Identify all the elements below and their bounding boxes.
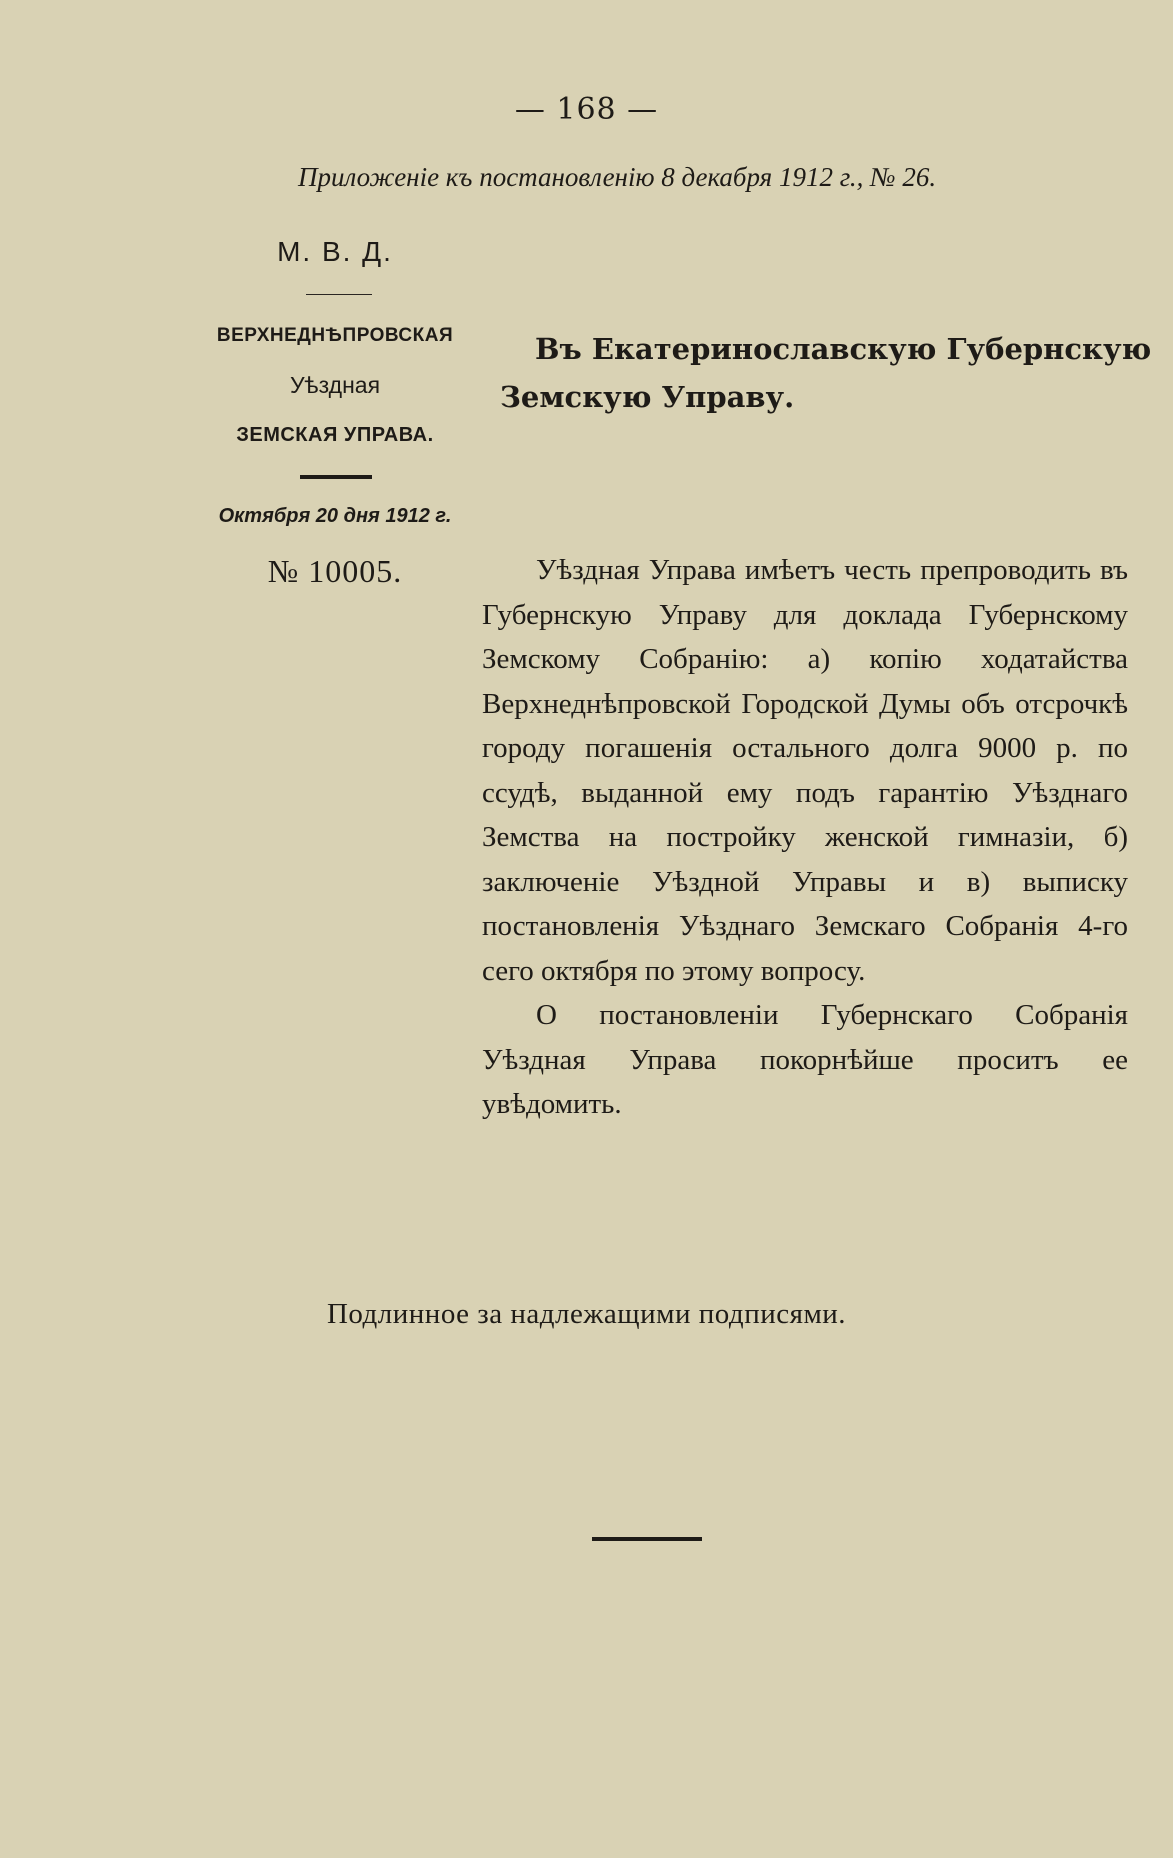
body-paragraph-1: Уѣздная Управа имѣетъ честь препроводить въ Губернскую Управу для доклада Губернскому Земскому Собранію: а) копію ходатайства Верхнеднѣпровской Городской Думы объ отсрочкѣ городу погашенія остального долга 9000 р. по ссудѣ, выданной ему подъ гарантію Уѣзднаго Земства на постройку женской гимназіи, б) заключеніе Уѣздной Управы и в) выписку постановленія Уѣзднаго Земскаго Собранія 4-го сего октября по этому вопросу.	[482, 554, 1128, 987]
addressee-line-1: Въ Екатеринославскую Губернскую	[535, 332, 1152, 366]
ministry-abbreviation: М. В. Д.	[277, 236, 393, 267]
separator-thick	[300, 475, 372, 479]
separator-bottom	[592, 1537, 702, 1541]
addressee-line-2: Земскую Управу.	[500, 380, 795, 414]
letter-date: Октября 20 дня 1912 г.	[218, 505, 452, 527]
body-paragraph-2: О постановленіи Губернскаго Собранія Уѣздная Управа покорнѣйше проситъ ее увѣдомить.	[482, 999, 1128, 1120]
institution-body: ЗЕМСКАЯ УПРАВА.	[236, 424, 434, 446]
letter-body	[482, 548, 1128, 1127]
page-number: — 168 —	[514, 92, 659, 127]
appendix-heading: Приложеніе къ постановленію 8 декабря 1912 г., № 26.	[298, 162, 937, 192]
original-note: Подлинное за надлежащими подписями.	[326, 1298, 847, 1330]
separator-thin	[306, 294, 372, 295]
institution-name: ВЕРХНЕДНѢПРОВСКАЯ	[216, 325, 454, 346]
letter-number: № 10005.	[267, 553, 403, 589]
addressee	[500, 325, 1152, 421]
institution-type: Уѣздная	[289, 372, 381, 398]
